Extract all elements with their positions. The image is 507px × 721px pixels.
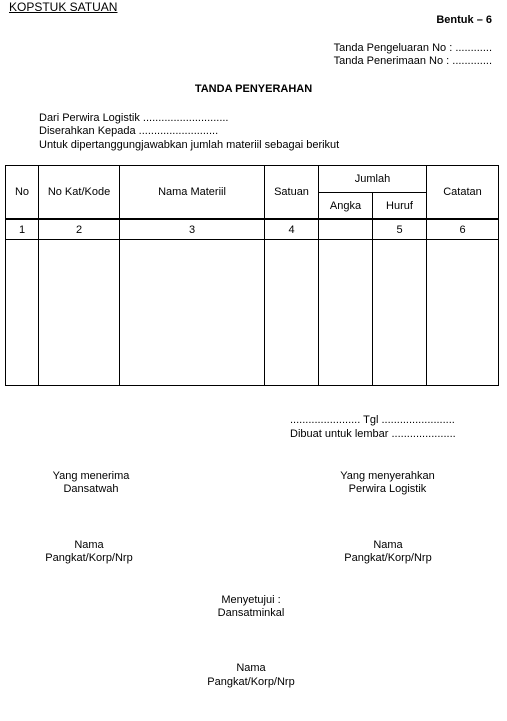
receiver-rank: Pangkat/Korp/Nrp [45, 552, 133, 564]
col-header-catatan: Catatan [427, 166, 499, 220]
table-cell[interactable] [6, 240, 39, 386]
col-header-angka: Angka [319, 193, 373, 220]
receiver-role: Yang menerima [52, 470, 130, 482]
approver-name: Nama [236, 662, 266, 674]
giver-role: Yang menyerahkan [340, 470, 435, 482]
approver-rank: Pangkat/Korp/Nrp [207, 676, 295, 688]
col-num: 5 [373, 219, 427, 240]
unit-letterhead: KOPSTUK SATUAN [9, 0, 118, 14]
col-num: 1 [6, 219, 39, 240]
table-cell[interactable] [39, 240, 120, 386]
column-number-row [6, 219, 499, 240]
receiver-name: Nama [74, 539, 104, 551]
col-header-no: No [6, 166, 39, 220]
col-num: 4 [265, 219, 319, 240]
receipt-number: Tanda Penerimaan No : ............. [333, 55, 492, 67]
form-code: Bentuk – 6 [436, 14, 492, 26]
col-num: 3 [120, 219, 265, 240]
table-cell[interactable] [120, 240, 265, 386]
issue-number: Tanda Pengeluaran No : ............ [333, 42, 492, 54]
col-header-huruf: Huruf [373, 193, 427, 220]
approve-title: Dansatminkal [217, 607, 285, 619]
materiel-table [5, 165, 499, 386]
col-num: 6 [427, 219, 499, 240]
col-header-kat-kode: No Kat/Kode [39, 166, 120, 220]
col-header-satuan: Satuan [265, 166, 319, 220]
table-row [6, 240, 499, 386]
giver-rank: Pangkat/Korp/Nrp [344, 552, 432, 564]
approve-label: Menyetujui : [221, 594, 281, 606]
document-title: TANDA PENYERAHAN [194, 83, 313, 95]
col-header-jumlah: Jumlah [319, 166, 427, 193]
giver-name: Nama [373, 539, 403, 551]
date-line: ....................... Tgl ........................ [290, 414, 455, 426]
col-num: 2 [39, 219, 120, 240]
table-cell[interactable] [373, 240, 427, 386]
table-cell[interactable] [319, 240, 373, 386]
table-cell[interactable] [427, 240, 499, 386]
col-num [319, 219, 373, 240]
handed-to-line: Diserahkan Kepada .......................... [39, 125, 219, 137]
col-header-nama-materiil: Nama Materiil [120, 166, 265, 220]
giver-title: Perwira Logistik [348, 483, 427, 495]
receiver-title: Dansatwah [63, 483, 119, 495]
from-officer-line: Dari Perwira Logistik ............................ [39, 112, 229, 124]
purpose-line: Untuk dipertanggungjawabkan jumlah materiil sebagai berikut [39, 139, 340, 151]
copy-line: Dibuat untuk lembar ..................... [290, 428, 456, 440]
table-cell[interactable] [265, 240, 319, 386]
